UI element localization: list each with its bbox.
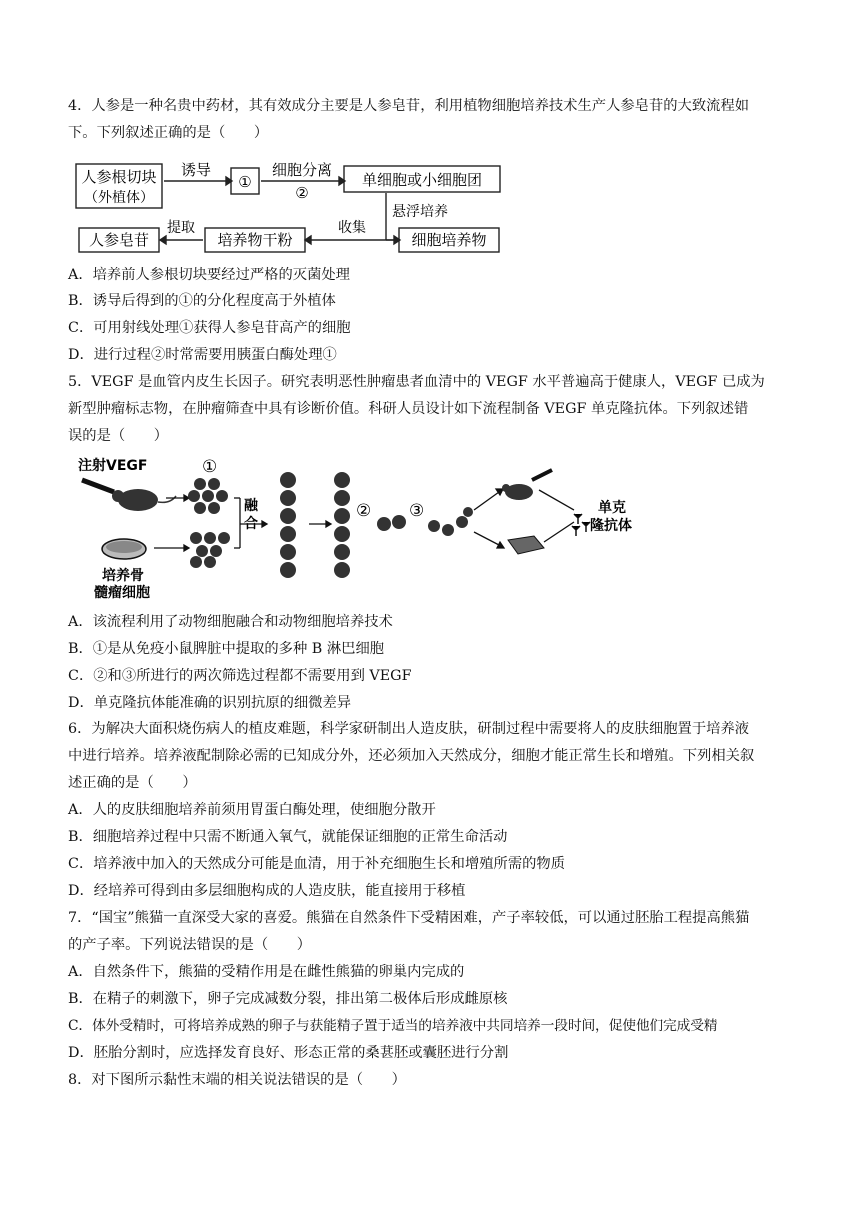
q5-stem-line2: 新型肿瘤标志物，在肿瘤筛查中具有诊断价值。科研人员设计如下流程制备 VEGF 单克隆抗体。下列叙述错: [68, 401, 749, 417]
q5-option-c: C．②和③所进行的两次筛选过程都不需要用到 VEGF: [68, 668, 412, 684]
q6-stem-line3: 述正确的是（ ）: [68, 775, 197, 791]
q4-flow-diagram: [74, 158, 524, 258]
q7-option-d: D．胚胎分割时，应选择发育良好、形态正常的桑葚胚或囊胚进行分割: [68, 1045, 509, 1061]
q5-label-1: ①: [202, 457, 218, 477]
q4-option-d: D．进行过程②时常需要用胰蛋白酶处理①: [68, 347, 337, 363]
q4-box-culture: 细胞培养物: [411, 231, 487, 249]
q5-option-a: A．该流程利用了动物细胞融合和动物细胞培养技术: [68, 614, 393, 630]
q6-stem-line1: 6．为解决大面积烧伤病人的植皮难题，科学家研制出人造皮肤，研制过程中需要将人的皮肤细胞置于培养液: [68, 721, 750, 737]
q8-stem-line1: 8．对下图所示黏性末端的相关说法错误的是（ ）: [68, 1072, 406, 1088]
q7-option-b: B．在精子的刺激下，卵子完成减数分裂，排出第二极体后形成雌原核: [68, 991, 508, 1007]
q4-option-c: C．可用射线处理①获得人参皂苷高产的细胞: [68, 320, 351, 336]
q7-option-c: C．体外受精时，可将培养成熟的卵子与获能精子置于适当的培养液中共同培养一段时间，促使他们完成受精: [68, 1018, 718, 1034]
selected-cells: [377, 507, 473, 536]
q7-stem-line2: 的产子率。下列说法错误的是（ ）: [68, 937, 312, 953]
q5-label-inject: 注射VEGF: [78, 458, 148, 474]
q5-stem-line1: 5．VEGF 是血管内皮生长因子。研究表明恶性肿瘤患者血清中的 VEGF 水平普遍高于健康人，VEGF 已成为: [68, 374, 765, 390]
q5-label-mab-2: 隆抗体: [590, 518, 632, 534]
q7-option-a: A．自然条件下，熊猫的受精作用是在雌性熊猫的卵巢内完成的: [68, 964, 465, 980]
q4-arrow-extract: 提取: [167, 220, 195, 236]
q6-option-c: C．培养液中加入的天然成分可能是血清，用于补充细胞生长和增殖所需的物质: [68, 856, 566, 872]
q4-box-powder: 培养物干粉: [217, 231, 293, 249]
culture-flask-icon: [508, 536, 544, 554]
q5-label-culture-1: 培养骨: [102, 568, 144, 584]
q5-label-fuse-1: 融: [244, 498, 258, 514]
q4-arrow-collect: 收集: [338, 220, 366, 236]
q5-stem-line3: 误的是（ ）: [68, 428, 169, 444]
q4-arrow-separate: 细胞分离: [271, 161, 333, 179]
mouse-icon: [112, 489, 176, 511]
q5-option-b: B．①是从免疫小鼠脾脏中提取的多种 B 淋巴细胞: [68, 641, 385, 657]
hybridoma-column: [334, 472, 350, 578]
q4-arrow-suspension: 悬浮培养: [392, 204, 448, 220]
q6-stem-line2: 中进行培养。培养液配制除必需的已知成分外，还必须加入天然成分，细胞才能正常生长和增殖。下列相关叙: [68, 748, 755, 764]
q6-option-d: D．经培养可得到由多层细胞构成的人造皮肤，能直接用于移植: [68, 883, 466, 899]
q4-stem-line2: 下。下列叙述正确的是（ ）: [68, 125, 269, 141]
b-cell-cluster: [188, 478, 228, 514]
q4-node-1: ①: [238, 173, 252, 191]
q4-box-product: 人参皂苷: [88, 231, 150, 249]
fused-cells-column: [280, 472, 296, 578]
petri-dish-icon: [102, 539, 146, 559]
q4-box-cells: 单细胞或小细胞团: [361, 171, 483, 189]
q5-label-mab-1: 单克: [598, 500, 626, 516]
q5-option-d: D．单克隆抗体能准确的识别抗原的细微差异: [68, 695, 352, 711]
q5-label-2: ②: [356, 501, 372, 521]
q4-option-a: A．培养前人参根切块要经过严格的灭菌处理: [68, 267, 350, 283]
q6-option-b: B．细胞培养过程中只需不断通入氧气，就能保证细胞的正常生命活动: [68, 829, 508, 845]
q5-label-fuse-2: 合: [244, 516, 258, 532]
antibody-icons: [572, 514, 590, 536]
q4-box-source-2: （外植体）: [84, 190, 154, 206]
q4-box-source-1: 人参根切块: [81, 168, 157, 186]
q5-label-culture-2: 髓瘤细胞: [94, 585, 150, 601]
q4-stem-line1: 4．人参是一种名贵中药材，其有效成分主要是人参皂苷，利用植物细胞培养技术生产人参皂苷的大致流程如: [68, 98, 750, 114]
q4-node-2: ②: [295, 184, 309, 202]
q5-label-3: ③: [409, 501, 425, 521]
q7-stem-line1: 7．“国宝”熊猫一直深受大家的喜爱。熊猫在自然条件下受精困难，产子率较低，可以通过胚胎工程提高熊猫: [68, 910, 750, 926]
q5-antibody-flow-diagram: [74, 452, 654, 602]
q4-arrow-induce: 诱导: [180, 161, 212, 179]
myeloma-cell-cluster: [190, 532, 230, 568]
q6-option-a: A．人的皮肤细胞培养前须用胃蛋白酶处理，使细胞分散开: [68, 802, 436, 818]
mouse-icon-2: [502, 470, 552, 500]
q4-option-b: B．诱导后得到的①的分化程度高于外植体: [68, 293, 336, 309]
